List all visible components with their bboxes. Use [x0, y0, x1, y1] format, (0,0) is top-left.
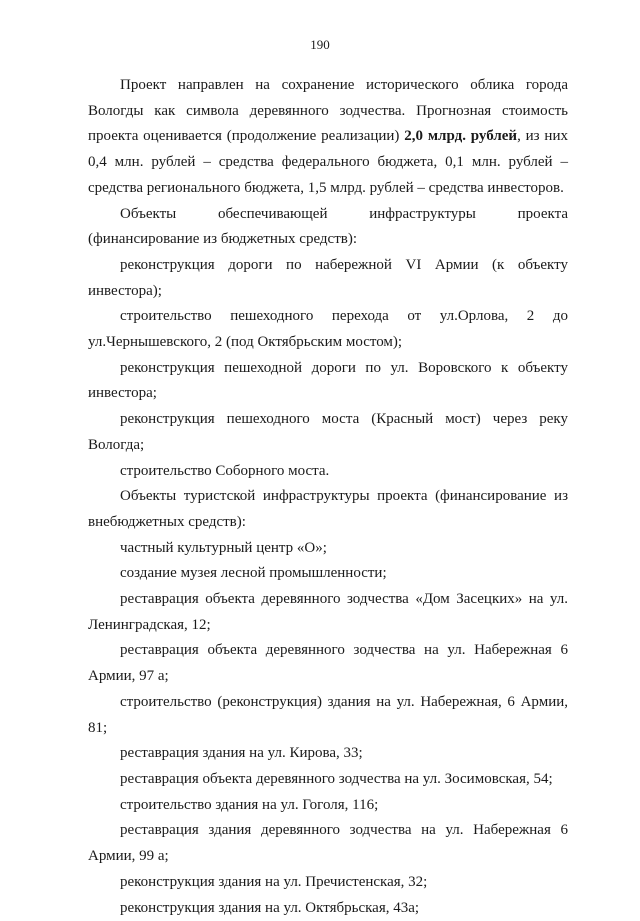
list-item: реставрация здания на ул. Кирова, 33;: [88, 741, 568, 767]
paragraph-text: , из них 0,4 млн. рублей – средства федерального бюджета, 0,1 млн. рублей – средства регионального бюджета, 1,5 млрд. рублей – средства инвесторов.: [88, 128, 568, 195]
page-number: 190: [0, 37, 640, 53]
list-item: строительство здания на ул. Гоголя, 116;: [88, 793, 568, 819]
list-item: реконструкция пешеходного моста (Красный мост) через реку Вологда;: [88, 407, 568, 458]
paragraph-tourism-heading: Объекты туристской инфраструктуры проекта (финансирование из внебюджетных средств):: [88, 484, 568, 535]
paragraph-infrastructure-heading: Объекты обеспечивающей инфраструктуры проекта (финансирование из бюджетных средств):: [88, 202, 568, 253]
list-item: строительство Соборного моста.: [88, 459, 568, 485]
list-item: реконструкция дороги по набережной VI Армии (к объекту инвестора);: [88, 253, 568, 304]
list-item: реставрация объекта деревянного зодчества на ул. Набережная 6 Армии, 97 а;: [88, 638, 568, 689]
paragraph-text: Проект направлен на сохранение исторического облика города Вологды как символа деревянного зодчества. Прогнозная стоимость проекта оценивается (продолжение реализации): [88, 77, 568, 144]
list-item: реставрация объекта деревянного зодчества «Дом Засецких» на ул. Ленинградская, 12;: [88, 587, 568, 638]
list-item: создание музея лесной промышленности;: [88, 561, 568, 587]
list-item: частный культурный центр «О»;: [88, 536, 568, 562]
list-item: реконструкция пешеходной дороги по ул. Воровского к объекту инвестора;: [88, 356, 568, 407]
list-item: строительство (реконструкция) здания на ул. Набережная, 6 Армии, 81;: [88, 690, 568, 741]
cost-highlight: 2,0 млрд. рублей: [404, 128, 517, 144]
paragraph-project-description: [88, 73, 568, 202]
document-body: [88, 73, 568, 921]
list-item: реставрация здания деревянного зодчества на ул. Набережная 6 Армии, 99 а;: [88, 818, 568, 869]
list-item: строительство пешеходного перехода от ул.Орлова, 2 до ул.Чернышевского, 2 (под Октябрьским мостом);: [88, 304, 568, 355]
list-item: реконструкция здания на ул. Пречистенская, 32;: [88, 870, 568, 896]
list-item: реконструкция здания на ул. Октябрьская, 43а;: [88, 896, 568, 921]
list-item: реставрация объекта деревянного зодчества на ул. Зосимовская, 54;: [88, 767, 568, 793]
